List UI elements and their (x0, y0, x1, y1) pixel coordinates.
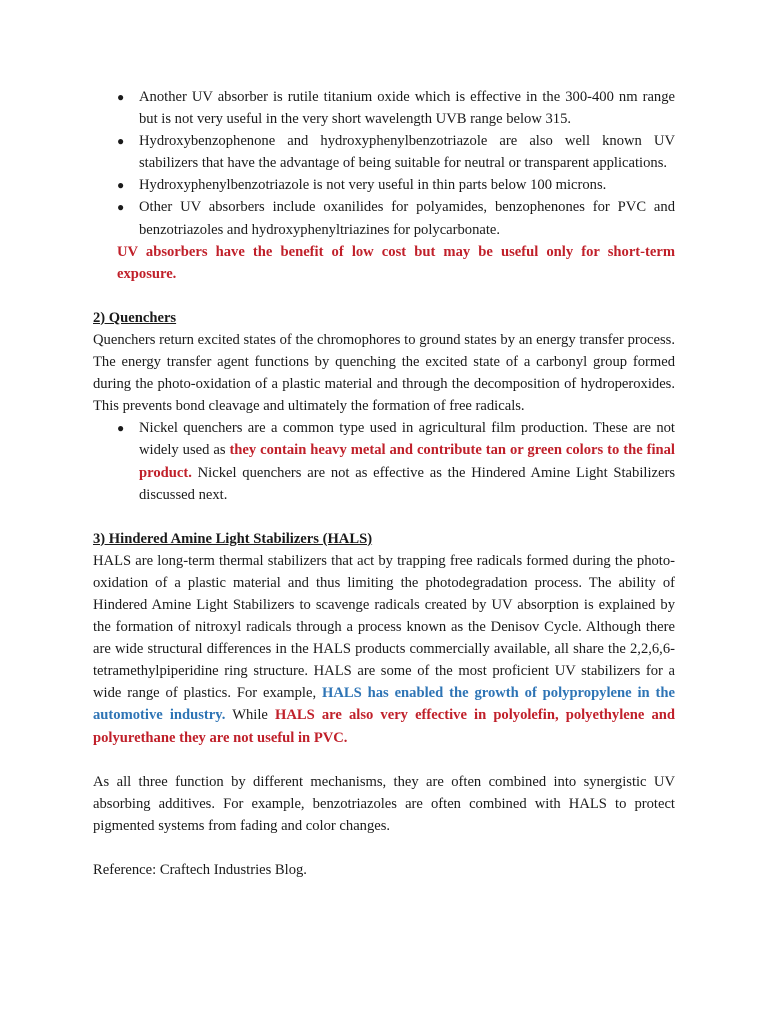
bullet-icon: ● (117, 421, 125, 436)
quenchers-list (93, 417, 675, 505)
bullet-icon: ● (117, 90, 125, 104)
document-body (93, 86, 675, 881)
bullet-icon: ● (117, 178, 125, 193)
reference-line: Reference: Craftech Industries Blog. (93, 861, 307, 878)
highlight-blue: HALS has enabled the growth of polypropylene in the automotive industry. (93, 685, 675, 724)
list-item: ● Hydroxybenzophenone and hydroxyphenylbenzotriazole are also well known UV stabilizers that have the advantage of being suitable for neutral or transparent applications. (93, 130, 675, 174)
quenchers-heading: 2) Quenchers (93, 309, 177, 326)
bullet-icon: ● (117, 200, 125, 215)
uv-absorber-note: UV absorbers have the benefit of low cost but may be useful only for short-term exposure. (117, 243, 675, 282)
list-item: ● Hydroxyphenylbenzotriazole is not very useful in thin parts below 100 microns. (93, 174, 675, 196)
highlight-red: they contain heavy metal and contribute tan or green colors to the final product. (139, 442, 675, 481)
hals-heading: 3) Hindered Amine Light Stabilizers (HALS) (93, 530, 373, 547)
list-item: ● Nickel quenchers are a common type used in agricultural film production. These are not widely used as they contain heavy metal and contribute tan or green colors to the final product. Nickel quenchers are not as effective as the Hindered Amine Light Stabilizers discussed next. (93, 417, 675, 505)
highlight-red: HALS are also very effective in polyolefin, polyethylene and polyurethane they are not useful in PVC. (93, 707, 675, 746)
list-item: ● Another UV absorber is rutile titanium oxide which is effective in the 300-400 nm range but is not very useful in the very short wavelength UVB range below 315. (93, 86, 675, 130)
combined-paragraph: As all three function by different mechanisms, they are often combined into synergistic UV absorbing additives. For example, benzotriazoles are often combined with HALS to protect pigmented systems from fading and color changes. (93, 773, 675, 834)
hals-paragraph: HALS are long-term thermal stabilizers that act by trapping free radicals formed during the photo-oxidation of a plastic material and thus limiting the photodegradation process. The ability of Hindered Amine Light Stabilizers to scavenge radicals created by UV absorption is explained by the formation of nitroxyl radicals through a process known as the Denisov Cycle. Although there are wide structural differences in the HALS products commercially available, all share the 2,2,6,6-tetramethylpiperidine ring structure. HALS are some of the most proficient UV stabilizers for a wide range of plastics. For example, HALS has enabled the growth of polypropylene in the automotive industry. While HALS are also very effective in polyolefin, polyethylene and polyurethane they are not useful in PVC. (93, 552, 675, 746)
uv-absorber-list (93, 86, 675, 241)
bullet-icon: ● (117, 134, 125, 149)
quenchers-paragraph: Quenchers return excited states of the chromophores to ground states by an energy transfer process. The energy transfer agent functions by quenching the excited state of a carbonyl group formed during the photo-oxidation of a plastic material and through the decomposition of hydroperoxides. This prevents bond cleavage and ultimately the formation of free radicals. (93, 331, 675, 415)
list-item: ● Other UV absorbers include oxanilides for polyamides, benzophenones for PVC and benzotriazoles and hydroxyphenyltriazines for polycarbonate. (93, 196, 675, 240)
